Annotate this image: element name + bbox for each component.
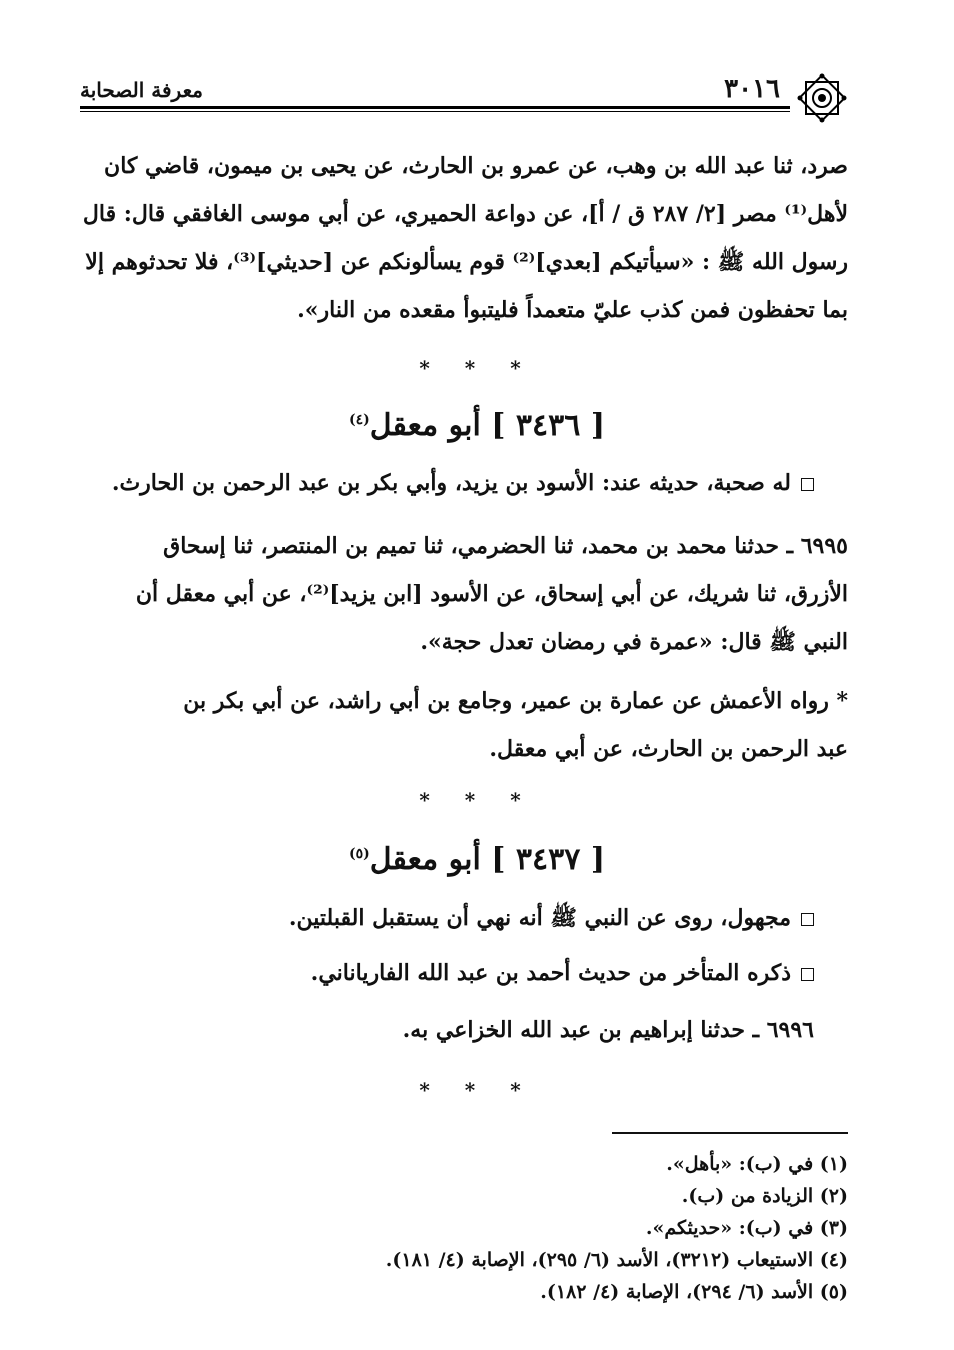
entry-heading-3436 <box>0 408 954 443</box>
hadith-line2: الأزرق، ثنا شريك، عن أبي إسحاق، عن الأسود [ابن يزيد]⁽²⁾، عن أبي معقل أن <box>135 581 848 607</box>
hadith-line3: النبي ﷺ قال: «عمرة في رمضان تعدل حجة». <box>420 629 848 655</box>
page-number: ٣٠١٦ <box>724 74 780 104</box>
footnote-2: (٢) الزيادة من (ب). <box>681 1185 848 1207</box>
page-header <box>80 70 850 120</box>
opening-paragraph <box>80 142 848 334</box>
square-bullet-icon <box>801 968 814 981</box>
para1-line2: لأهل⁽¹⁾ مصر [٢/ ٢٨٧ ق / أ]، عن دواعة الحميري، عن أبي موسى الغافقي قال: قال <box>82 201 848 227</box>
heading-footnote-ref: (٥) <box>348 846 370 862</box>
majhul-line <box>289 904 814 936</box>
footnote-1: (١) في (ب): «بأهل». <box>666 1153 848 1175</box>
footnote-3: (٣) في (ب): «حديثكم». <box>645 1217 848 1239</box>
riwaya-paragraph <box>80 677 848 773</box>
footnote-rule <box>612 1132 848 1134</box>
book-title: معرفة الصحابة <box>80 78 203 102</box>
entry-title: [ ٣٤٣٧ ] أبو معقل <box>369 842 606 877</box>
majhul-text: مجهول، روى عن النبي ﷺ أنه نهي أن يستقبل القبلتين. <box>288 905 791 931</box>
octagram-ornament-icon <box>794 70 850 126</box>
entry-heading-3437 <box>0 842 954 877</box>
hadith-6996: ٦٩٩٦ ـ حدثنا إبراهيم بن عبد الله الخزاعي به. <box>402 1017 814 1043</box>
companion-line <box>112 470 814 496</box>
header-rule <box>80 106 790 109</box>
para1-line3: رسول الله ﷺ : «سيأتيكم [بعدي]⁽²⁾ قوم يسألونكم عن [حديثي]⁽³⁾، فلا تحدثوهم إلا <box>85 249 848 275</box>
separator-stars: * * * <box>419 1078 535 1102</box>
square-bullet-icon <box>801 913 814 926</box>
para1-line4: بما تحفظون فمن كذب عليّ متعمداً فليتبوأ مقعده من النار». <box>297 297 848 323</box>
companion-text: له صحبة، حديثه عند: الأسود بن يزيد، وأبي بكر بن عبد الرحمن بن الحارث. <box>111 470 791 496</box>
header-rule-thin <box>80 111 790 112</box>
square-bullet-icon <box>801 478 814 491</box>
dhikr-line <box>311 960 814 986</box>
hadith-6995 <box>80 522 848 666</box>
footnotes <box>386 1148 848 1308</box>
riwaya-line1: * رواه الأعمش عن عمارة بن عمير، وجامع بن أبي راشد، عن أبي بكر بن <box>183 688 848 714</box>
footnote-4: (٤) الاستيعاب (٣٢١٢)، الأسد (٦/ ٢٩٥)، الإصابة (٤/ ١٨١). <box>385 1249 848 1271</box>
hadith-line1: ٦٩٩٥ ـ حدثنا محمد بن محمد، ثنا الحضرمي، ثنا تميم بن المنتصر، ثنا إسحاق <box>163 533 848 559</box>
dhikr-text: ذكره المتأخر من حديث أحمد بن عبد الله الفارياناني. <box>310 960 791 986</box>
separator-stars: * * * <box>419 788 535 812</box>
entry-title: [ ٣٤٣٦ ] أبو معقل <box>369 408 606 443</box>
heading-footnote-ref: (٤) <box>348 412 370 428</box>
riwaya-line2: عبد الرحمن بن الحارث، عن أبي معقل. <box>489 736 848 762</box>
footnote-5: (٥) الأسد (٦/ ٢٩٤)، الإصابة (٤/ ١٨٢). <box>540 1281 848 1303</box>
separator-stars: * * * <box>419 356 535 380</box>
para1-line1: صرد، ثنا عبد الله بن وهب، عن عمرو بن الحارث، عن يحيى بن ميمون، قاضي كان <box>104 153 848 179</box>
